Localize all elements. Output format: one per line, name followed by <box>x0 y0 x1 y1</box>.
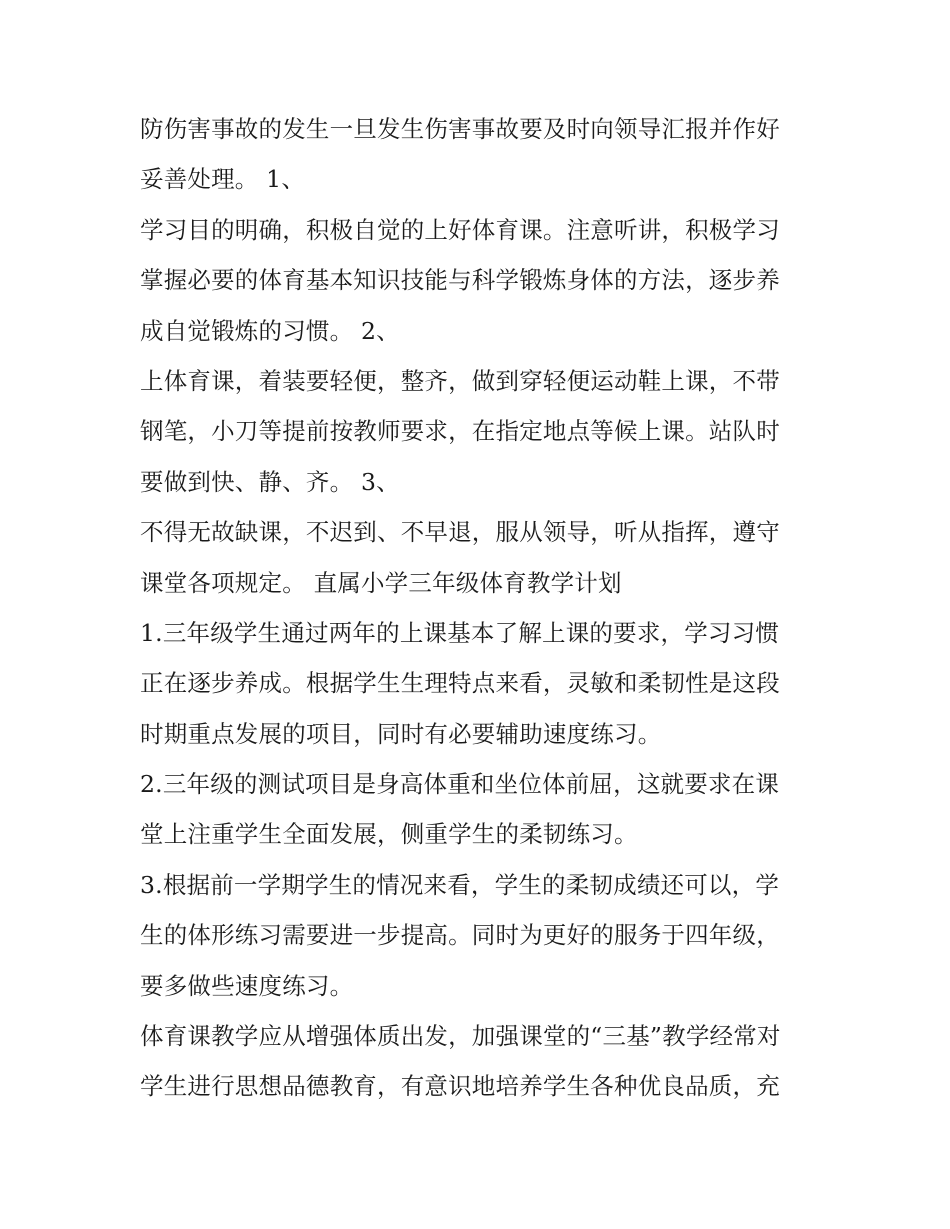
text-line: 学习目的明确，积极自觉的上好体育课。注意听讲，积极学习 <box>140 215 780 244</box>
text-line: 课堂各项规定。 直属小学三年级体育教学计划 <box>140 568 622 597</box>
text-line: 上体育课，着装要轻便，整齐，做到穿轻便运动鞋上课，不带 <box>140 366 780 395</box>
text-line: 1.三年级学生通过两年的上课基本了解上课的要求，学习习惯 <box>140 618 780 647</box>
text-line: 妥善处理。 1、 <box>140 165 306 194</box>
text-line: 钢笔，小刀等提前按教师要求，在指定地点等候上课。站队时 <box>140 417 780 446</box>
text-line: 生的体形练习需要进一步提高。同时为更好的服务于四年级， <box>140 921 780 950</box>
text-line: 2.三年级的测试项目是身高体重和坐位体前屈，这就要求在课 <box>140 770 780 799</box>
document-body <box>140 104 820 1112</box>
text-line: 要多做些速度练习。 <box>140 971 354 1000</box>
text-line: 要做到快、静、齐。 3、 <box>140 467 400 496</box>
text-line: 3.根据前一学期学生的情况来看，学生的柔韧成绩还可以，学 <box>140 870 780 899</box>
text-line: 成自觉锻炼的习惯。 2、 <box>140 316 400 345</box>
text-line: 防伤害事故的发生一旦发生伤害事故要及时向领导汇报并作好 <box>140 115 780 143</box>
text-line: 学生进行思想品德教育，有意识地培养学生各种优良品质，充 <box>140 1072 780 1101</box>
text-line: 正在逐步养成。根据学生生理特点来看，灵敏和柔韧性是这段 <box>140 669 780 698</box>
text-line: 堂上注重学生全面发展，侧重学生的柔韧练习。 <box>140 820 638 849</box>
text-line: 掌握必要的体育基本知识技能与科学锻炼身体的方法，逐步养 <box>140 266 780 295</box>
text-line: 时期重点发展的项目，同时有必要辅助速度练习。 <box>140 719 662 748</box>
text-line: 体育课教学应从增强体质出发，加强课堂的“三基”教学经常对 <box>140 1022 781 1051</box>
text-line: 不得无故缺课，不迟到、不早退，服从领导，听从指挥，遵守 <box>140 518 780 547</box>
